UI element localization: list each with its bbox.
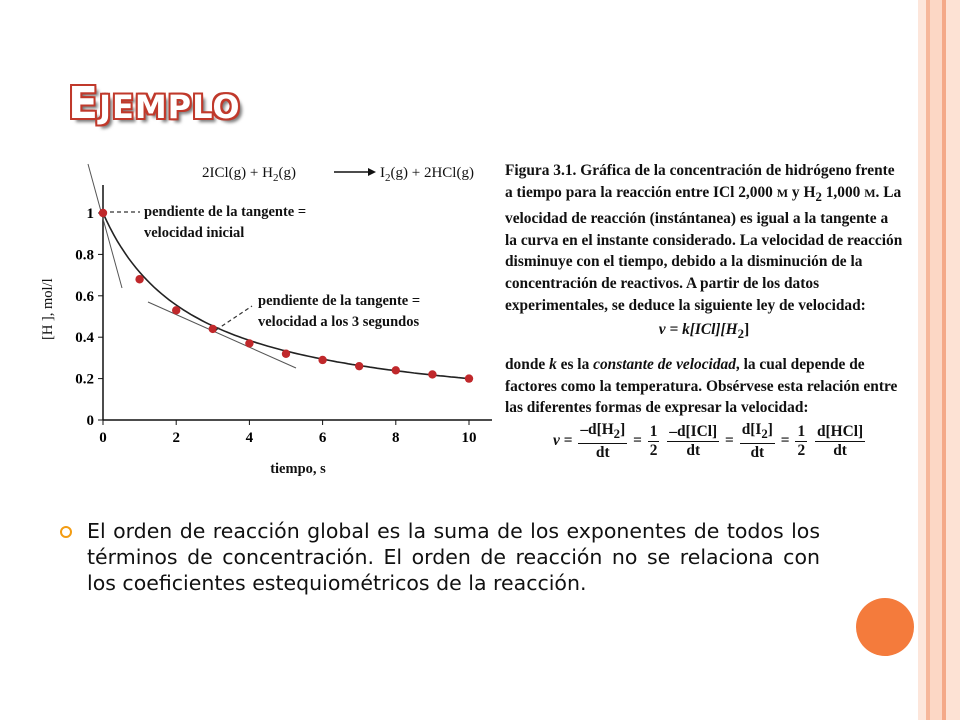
caption-paragraph-2	[505, 354, 903, 419]
y-tick-label: 0.8	[75, 247, 94, 264]
x-tick-label: 6	[318, 430, 327, 446]
eq-sign-1: =	[633, 431, 642, 449]
y-tick-label: 0	[86, 413, 94, 429]
data-point	[135, 275, 143, 283]
eq-frac-hcl: $\frac{\text{d[HCl]}}{dt}$	[817, 422, 864, 459]
y-tick-label: 0.6	[75, 288, 94, 305]
y-tick-label: 0.2	[75, 371, 94, 388]
caption-h-sub: 2	[815, 189, 822, 204]
caption-text-5d: constante de velocidad	[593, 355, 736, 373]
y-tick-label: 1	[86, 206, 94, 222]
data-point	[282, 350, 290, 358]
caption-text-2: y H	[791, 183, 816, 201]
reaction-products: $I_2(g) + 2HCl(g)$	[380, 165, 474, 184]
data-point	[465, 374, 473, 382]
caption-text-5c: es la	[560, 355, 590, 373]
caption-paragraph	[505, 160, 903, 316]
rate-law-sub: 2	[737, 327, 745, 342]
decor-stripe-3	[930, 0, 942, 720]
decor-stripe-5	[946, 0, 960, 720]
x-tick-label: 0	[99, 430, 107, 446]
caption-text-5a: donde	[505, 355, 546, 373]
body-paragraph: El orden de reacción global es la suma de los exponentes de todos los términos de concentración. El orden de reacción no se relaciona con los coeficientes estequiométricos de la reacción.	[87, 519, 820, 595]
annotation-initial-line2: velocidad inicial	[144, 225, 245, 241]
caption-text-5e: , la cual depende de factores como la temperatura. Obsérvese esta relación entre las diferentes formas de expresar la velocidad:	[505, 355, 898, 417]
annotation-3s-line2: velocidad a los 3 segundos	[258, 314, 420, 330]
x-tick-label: 4	[245, 430, 254, 446]
caption-text-3: 1,000	[825, 183, 861, 201]
rate-law-end: ]	[744, 321, 750, 339]
annotation-3s-leader	[216, 306, 252, 330]
eq-half-1: $\frac{1}{2}$	[649, 422, 658, 459]
x-axis-label: tiempo, s	[270, 461, 326, 477]
rate-equation	[505, 421, 903, 462]
bullet-circle-icon	[60, 526, 72, 538]
eq-sign-2: =	[725, 431, 734, 449]
caption-unit-m: M	[776, 185, 789, 200]
caption-text-5b: k	[549, 355, 557, 373]
rate-law-text: v = k[ICl][H	[658, 321, 738, 339]
annotation-3s-line1: pendiente de la tangente =	[258, 293, 421, 309]
annotation-initial-line1: pendiente de la tangente =	[144, 204, 307, 220]
eq-frac-i2: $\frac{d[I_2]}{dt}$	[741, 420, 773, 461]
concentration-chart	[30, 150, 525, 480]
caption-figure-label: Figura 3.1.	[505, 162, 577, 179]
caption-text-1: Gráfica de la concentración de hidrógeno frente a tiempo para la reacción entre ICl 2,000	[505, 162, 895, 201]
reaction-arrow-head	[368, 168, 376, 176]
data-point	[355, 362, 363, 370]
caption-unit-m-2: M	[864, 185, 876, 200]
data-point	[428, 370, 436, 378]
eq-v: v =	[553, 431, 573, 449]
eq-sign-3: =	[780, 431, 790, 449]
slide-title	[68, 78, 241, 129]
data-point	[209, 325, 217, 333]
data-point	[172, 306, 180, 314]
decor-stripe-1	[918, 0, 926, 720]
x-tick-label: 10	[461, 430, 477, 446]
rate-law	[505, 319, 903, 346]
eq-frac-icl: $\frac{\text{–d[ICl]}}{dt}$	[669, 422, 718, 459]
orange-circle-decoration	[856, 598, 914, 656]
eq-half-2: $\frac{1}{2}$	[797, 422, 806, 459]
x-tick-label: 2	[172, 430, 180, 446]
y-tick-label: 0.4	[75, 330, 94, 347]
figure-caption	[505, 160, 903, 462]
eq-frac-h2: $\frac{-d[H_2]}{dt}$	[580, 420, 626, 461]
y-axis-label: [H ], mol/l	[40, 278, 56, 340]
data-point	[392, 366, 400, 374]
tangent-initial	[88, 164, 122, 288]
tangent-3s	[148, 302, 296, 368]
data-point	[245, 339, 253, 347]
caption-text-4: . La velocidad de reacción (instántanea) es igual a la tangente a la curva en el instante considerado. La velocidad de reacción disminuye con el tiempo, debido a la disminución de la concentración de reactivos. A partir de los datos experimentales, se deduce la siguiente ley de velocidad:	[505, 183, 903, 314]
reaction-equation: $2ICl(g) + H_2(g)$	[202, 165, 296, 184]
slide-title-initial: E	[68, 78, 100, 129]
slide-title-rest: JEMPLO	[99, 88, 241, 126]
data-point	[99, 209, 107, 217]
x-tick-label: 8	[392, 430, 400, 446]
data-point	[318, 356, 326, 364]
